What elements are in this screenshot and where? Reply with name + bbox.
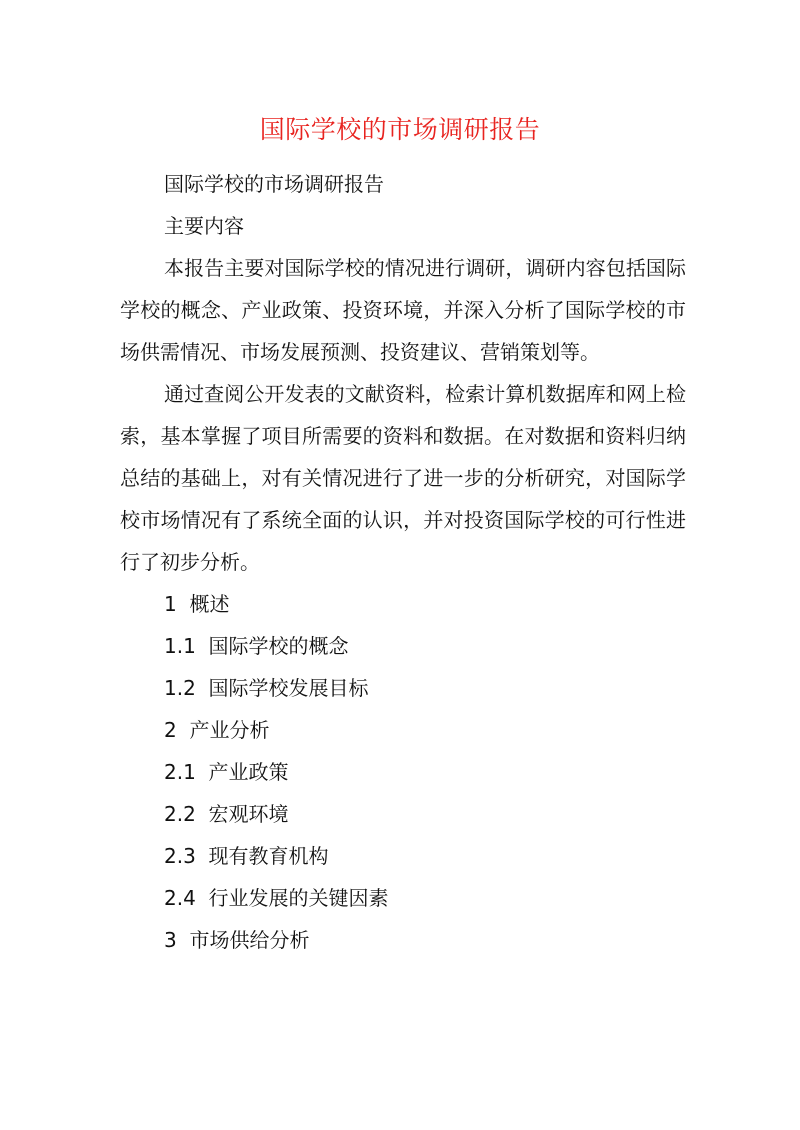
toc-item: 2.4 行业发展的关键因素	[164, 886, 389, 910]
toc-item: 2.1 产业政策	[164, 760, 289, 784]
toc-item: 2 产业分析	[164, 718, 270, 742]
document-title: 国际学校的市场调研报告	[259, 115, 541, 144]
toc-item: 2.3 现有教育机构	[164, 844, 329, 868]
section-heading-main-content: 主要内容	[164, 214, 244, 238]
toc-item: 1.1 国际学校的概念	[164, 634, 349, 658]
toc-item: 3 市场供给分析	[164, 928, 310, 952]
toc-item: 2.2 宏观环境	[164, 802, 289, 826]
body-paragraph: 本报告主要对国际学校的情况进行调研，调研内容包括国际学校的概念、产业政策、投资环境，并深入分析了国际学校的市场供需情况、市场发展预测、投资建议、营销策划等。	[120, 256, 686, 364]
body-paragraph: 通过查阅公开发表的文献资料，检索计算机数据库和网上检索，基本掌握了项目所需要的资料和数据。在对数据和资料归纳总结的基础上，对有关情况进行了进一步的分析研究，对国际学校市场情况有了系统全面的认识，并对投资国际学校的可行性进行了初步分析。	[120, 382, 686, 574]
toc-item: 1.2 国际学校发展目标	[164, 676, 369, 700]
subtitle-paragraph: 国际学校的市场调研报告	[164, 172, 384, 196]
document-body	[120, 163, 686, 961]
toc-item: 1 概述	[164, 592, 230, 616]
